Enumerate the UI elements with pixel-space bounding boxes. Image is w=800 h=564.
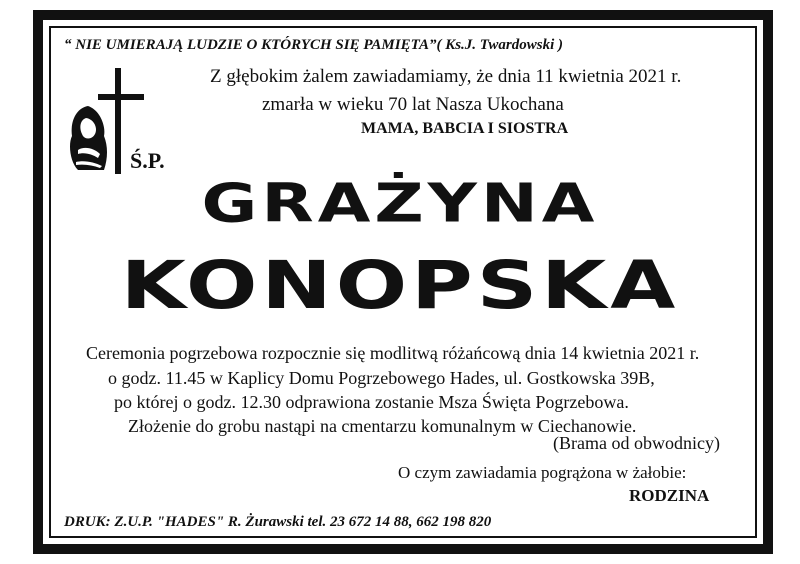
- announcement-line-2: zmarła w wieku 70 lat Nasza Ukochana: [262, 94, 564, 115]
- ceremony-line: Ceremonia pogrzebowa rozpocznie się modlitwą różańcową dnia 14 kwietnia 2021 r.: [86, 343, 700, 363]
- gate-note: (Brama od obwodnicy): [553, 433, 720, 453]
- relation-line: MAMA, BABCIA I SIOSTRA: [361, 120, 569, 137]
- notifier-line: O czym zawiadamia pogrążona w żałobie:: [398, 463, 687, 482]
- quote-line: “ NIE UMIERAJĄ LUDZIE O KTÓRYCH SIĘ PAMIĘTA”( Ks.J. Twardowski ): [64, 37, 563, 53]
- ceremony-line: po której o godz. 12.30 odprawiona zostanie Msza Święta Pogrzebowa.: [114, 392, 629, 412]
- deceased-first-name: GRAŻYNA: [201, 173, 599, 235]
- ceremony-line: o godz. 11.45 w Kaplicy Domu Pogrzebowego Hades, ul. Gostkowska 39B,: [108, 368, 655, 388]
- printer-footer: DRUK: Z.U.P. "HADES" R. Żurawski tel. 23 672 14 88, 662 198 820: [64, 514, 492, 530]
- announcement-line-1: Z głębokim żalem zawiadamiamy, że dnia 11 kwietnia 2021 r.: [210, 66, 682, 87]
- deceased-last-name: KONOPSKA: [120, 247, 680, 324]
- family-signature: RODZINA: [629, 486, 710, 505]
- ceremony-line: Złożenie do grobu nastąpi na cmentarzu komunalnym w Ciechanowie.: [128, 416, 637, 436]
- sp-label: Ś.P.: [130, 148, 165, 173]
